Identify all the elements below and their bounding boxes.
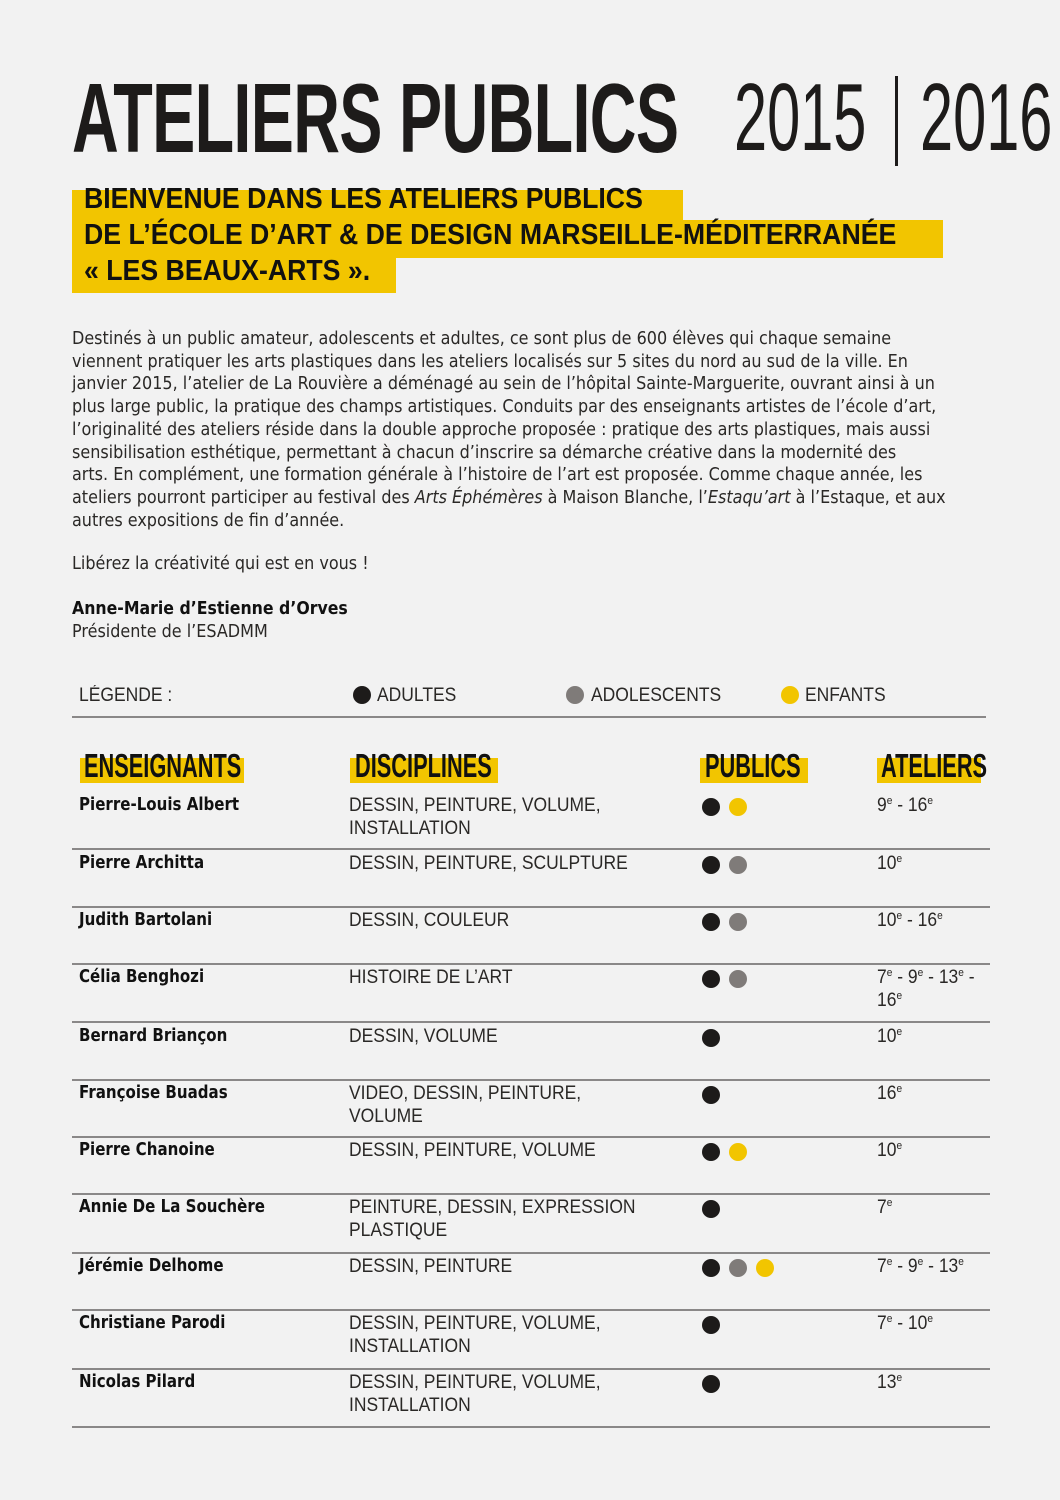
- legend-item-adultes: ADULTES: [377, 685, 457, 706]
- column-header-ateliers: ATELIERS: [881, 747, 988, 784]
- paragraph-line: [72, 487, 987, 510]
- teacher-name: Judith Bartolani: [79, 910, 213, 930]
- column-header-publics: PUBLICS: [705, 747, 801, 784]
- table-row: [72, 909, 990, 965]
- paragraph-line: plus large public, la pratique des champs artistiques. Conduits par des enseignants artistes de l’école d’art,: [72, 397, 937, 418]
- disciplines: DESSIN, PEINTURE, VOLUME, INSTALLATION: [349, 795, 601, 839]
- table-row: [72, 794, 990, 850]
- adultes-dot-icon: [702, 1029, 720, 1047]
- adultes-dot-icon: [702, 1375, 720, 1393]
- teacher-name: Bernard Briançon: [79, 1026, 228, 1046]
- column-header-disciplines: DISCIPLINES: [355, 747, 492, 784]
- table-row: [72, 1025, 990, 1081]
- title-year-end: 2016: [920, 64, 1053, 171]
- intro-line: BIENVENUE DANS LES ATELIERS PUBLICS: [84, 183, 643, 215]
- paragraph-line: viennent pratiquer les arts plastiques dans les ateliers localisés sur 5 sites du nord au sud de la ville. En: [72, 351, 908, 372]
- legend-label: LÉGENDE :: [79, 685, 173, 706]
- adultes-dot-icon: [702, 970, 720, 988]
- legend-item-enfants: ENFANTS: [805, 685, 886, 706]
- intro-line: DE L’ÉCOLE D’ART & DE DESIGN MARSEILLE-MÉDITERRANÉE: [84, 219, 897, 251]
- row-divider: [72, 1021, 990, 1023]
- ateliers: 7e: [877, 1197, 893, 1218]
- publics: [702, 1316, 802, 1334]
- row-divider: [72, 848, 990, 850]
- row-divider: [72, 1136, 990, 1138]
- table-row: [72, 1371, 990, 1428]
- teacher-name: Nicolas Pilard: [79, 1372, 196, 1392]
- ateliers: 7e - 10e: [877, 1313, 933, 1334]
- ateliers: 10e: [877, 853, 903, 874]
- table-row: [72, 1312, 990, 1370]
- legend-item-adolescents: ADOLESCENTS: [591, 685, 722, 706]
- adultes-dot-icon: [702, 913, 720, 931]
- adultes-dot-icon: [353, 686, 371, 704]
- text-segment: ateliers pourront participer au festival des: [72, 487, 415, 508]
- festival-name: Estaqu’art: [707, 487, 791, 508]
- disciplines: DESSIN, PEINTURE, VOLUME, INSTALLATION: [349, 1372, 601, 1416]
- adultes-dot-icon: [702, 1086, 720, 1104]
- festival-name: Arts Éphémères: [414, 487, 543, 508]
- disciplines: DESSIN, PEINTURE, VOLUME: [349, 1140, 596, 1161]
- table-row: [72, 852, 990, 908]
- disciplines: HISTOIRE DE L’ART: [349, 967, 513, 988]
- adultes-dot-icon: [702, 1316, 720, 1334]
- publics: [702, 798, 802, 816]
- disciplines: VIDEO, DESSIN, PEINTURE, VOLUME: [349, 1083, 582, 1127]
- disciplines: DESSIN, PEINTURE, SCULPTURE: [349, 853, 628, 874]
- enfants-dot-icon: [729, 798, 747, 816]
- row-divider: [72, 1193, 990, 1195]
- divider: [72, 716, 986, 718]
- paragraph-line: sensibilisation esthétique, permettant à chacun d’inscrire sa démarche créative dans la modernité des: [72, 442, 897, 463]
- publics: [702, 1375, 802, 1393]
- adolescents-dot-icon: [729, 970, 747, 988]
- slogan: Libérez la créativité qui est en vous !: [72, 554, 369, 574]
- teacher-name: Jérémie Delhome: [79, 1256, 224, 1276]
- table-row: [72, 966, 990, 1023]
- publics: [702, 1143, 802, 1161]
- publics: [702, 1200, 802, 1218]
- signature-role: Présidente de l’ESADMM: [72, 622, 268, 642]
- paragraph-line: autres expositions de fin d’année.: [72, 510, 345, 531]
- text-segment: à Maison Blanche, l’: [542, 487, 708, 508]
- table-row: [72, 1196, 990, 1254]
- row-divider: [72, 1252, 990, 1254]
- row-divider: [72, 963, 990, 965]
- text-segment: à l’Estaque, et aux: [790, 487, 946, 508]
- ateliers: 7e - 9e - 13e - 16e: [877, 967, 975, 1011]
- disciplines: DESSIN, COULEUR: [349, 910, 510, 931]
- publics: [702, 1086, 802, 1104]
- disciplines: DESSIN, VOLUME: [349, 1026, 498, 1047]
- teacher-name: Françoise Buadas: [79, 1083, 228, 1103]
- ateliers: 13e: [877, 1372, 903, 1393]
- title-year-separator: [895, 76, 898, 166]
- publics: [702, 1029, 802, 1047]
- publics: [702, 856, 802, 874]
- ateliers: 7e - 9e - 13e: [877, 1256, 964, 1277]
- adultes-dot-icon: [702, 1259, 720, 1277]
- row-divider: [72, 1368, 990, 1370]
- ateliers: 9e - 16e: [877, 795, 933, 816]
- teacher-name: Pierre-Louis Albert: [79, 795, 240, 815]
- paragraph-line: janvier 2015, l’atelier de La Rouvière a déménagé au sein de l’hôpital Sainte-Marguerite, ouvrant ainsi à un: [72, 374, 935, 395]
- table-row: [72, 1255, 990, 1311]
- adultes-dot-icon: [702, 856, 720, 874]
- title-year-start: 2015: [734, 64, 867, 171]
- paragraph-line: arts. En complément, une formation générale à l’histoire de l’art est proposée. Comme chaque année, les: [72, 465, 923, 486]
- ateliers: 10e: [877, 1140, 903, 1161]
- ateliers: 10e: [877, 1026, 903, 1047]
- adolescents-dot-icon: [729, 913, 747, 931]
- table-row: [72, 1139, 990, 1195]
- publics: [702, 970, 802, 988]
- teacher-name: Pierre Architta: [79, 853, 205, 873]
- intro-paragraph: [72, 328, 987, 532]
- row-divider: [72, 1079, 990, 1081]
- teacher-name: Christiane Parodi: [79, 1313, 226, 1333]
- disciplines: PEINTURE, DESSIN, EXPRESSION PLASTIQUE: [349, 1197, 636, 1241]
- table-row: [72, 1082, 990, 1138]
- row-divider: [72, 906, 990, 908]
- enfants-dot-icon: [756, 1259, 774, 1277]
- signature-name: Anne-Marie d’Estienne d’Orves: [72, 599, 348, 619]
- page-title: [72, 63, 1053, 173]
- adolescents-dot-icon: [729, 856, 747, 874]
- intro-line: « LES BEAUX-ARTS ».: [84, 255, 371, 287]
- row-divider: [72, 1309, 990, 1311]
- title-text: ATELIERS PUBLICS: [72, 63, 679, 173]
- adolescents-dot-icon: [729, 1259, 747, 1277]
- column-header-enseignants: ENSEIGNANTS: [84, 747, 242, 784]
- enfants-dot-icon: [781, 686, 799, 704]
- ateliers: 10e - 16e: [877, 910, 943, 931]
- adultes-dot-icon: [702, 1143, 720, 1161]
- adultes-dot-icon: [702, 1200, 720, 1218]
- paragraph-line: Destinés à un public amateur, adolescents et adultes, ce sont plus de 600 élèves qui chaque semaine: [72, 329, 892, 349]
- publics: [702, 913, 802, 931]
- teacher-name: Annie De La Souchère: [79, 1197, 265, 1217]
- teacher-name: Célia Benghozi: [79, 967, 205, 987]
- publics: [702, 1259, 802, 1277]
- adolescents-dot-icon: [566, 686, 584, 704]
- row-divider: [72, 1426, 990, 1428]
- enfants-dot-icon: [729, 1143, 747, 1161]
- adultes-dot-icon: [702, 798, 720, 816]
- disciplines: DESSIN, PEINTURE, VOLUME, INSTALLATION: [349, 1313, 601, 1357]
- ateliers: 16e: [877, 1083, 903, 1104]
- paragraph-line: l’originalité des ateliers réside dans la double approche proposée : pratique des arts plastiques, mais aussi: [72, 419, 931, 440]
- disciplines: DESSIN, PEINTURE: [349, 1256, 513, 1277]
- teacher-name: Pierre Chanoine: [79, 1140, 215, 1160]
